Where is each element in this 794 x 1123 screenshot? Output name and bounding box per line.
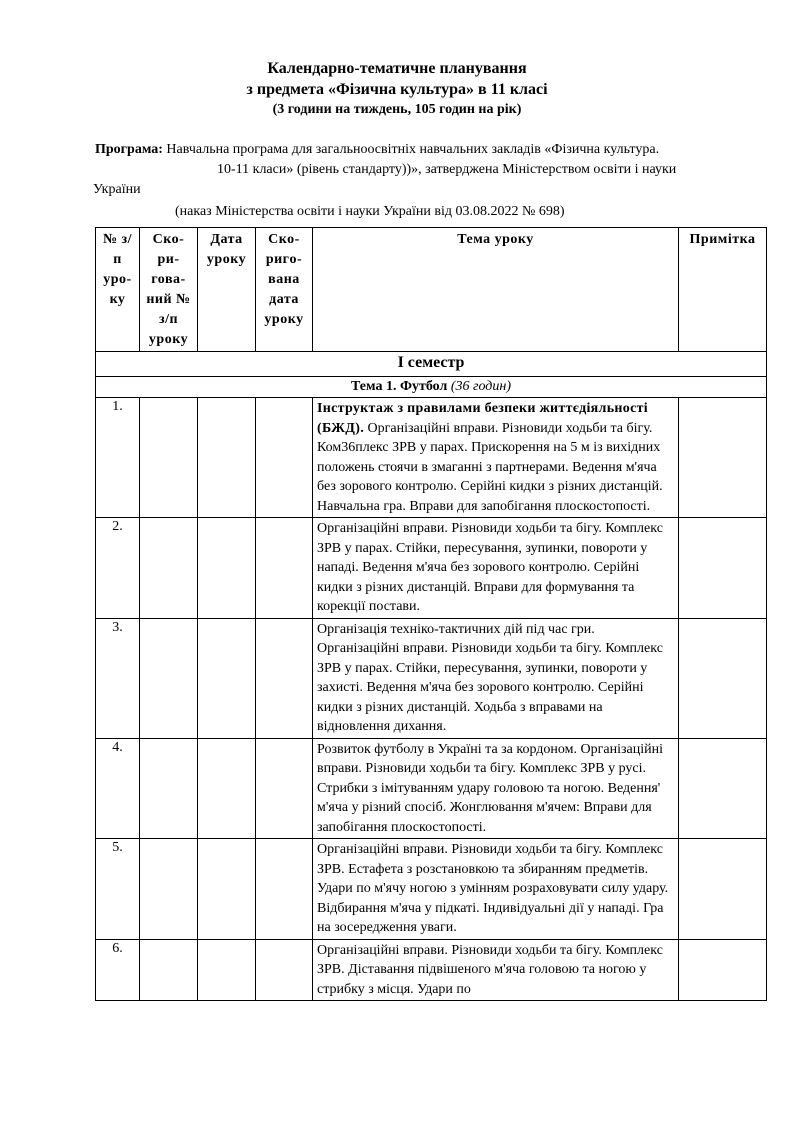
header-adjusted-num xyxy=(140,228,198,352)
row-adjusted-num xyxy=(140,939,198,1001)
header-date-label: Дата уроку xyxy=(206,232,247,267)
table-header-row xyxy=(96,228,767,352)
row-topic: Організаційні вправи. Різновиди ходьби та бігу. Комплекс ЗРВ у парах. Стійки, пересування, зупинки, повороти у нападі. Ведення м'яча без зорового контролю. Серійні кидки з різних дистанцій. Вправи для формування та корекції постави. xyxy=(313,518,679,619)
title-line-1: Календарно-тематичне планування xyxy=(267,60,527,77)
row-num: 6. xyxy=(96,939,140,1001)
title-line-3: (3 години на тиждень, 105 годин на рік) xyxy=(272,102,522,117)
row-note xyxy=(679,398,767,518)
row-topic: Розвиток футболу в Україні та за кордоном. Організаційні вправи. Різновиди ходьби та бігу. Комплекс ЗРВ у русі. Стрибки з імітуванням удару головою та ногою. Ведення' м'яча у різний спосіб. Жонглювання м'ячем: Вправи для запобігання плоскостопості. xyxy=(313,738,679,839)
row-topic xyxy=(313,398,679,518)
row-date xyxy=(198,398,256,518)
row-adjusted-date xyxy=(256,939,313,1001)
row-adjusted-num xyxy=(140,398,198,518)
row-date xyxy=(198,738,256,839)
header-num-label: № з/п уро-ку xyxy=(102,232,133,307)
row-adjusted-num xyxy=(140,518,198,619)
header-adjusted-date xyxy=(256,228,313,352)
row-note xyxy=(679,939,767,1001)
header-note xyxy=(679,228,767,352)
theme-title xyxy=(96,377,767,398)
row-adjusted-date xyxy=(256,618,313,738)
table-row xyxy=(96,939,767,1001)
row-topic: Організація техніко-тактичних дій під час гри. Організаційні вправи. Різновиди ходьби та бігу. Комплекс ЗРВ у парах. Стійки, пересування, зупинки, повороти у захисті. Ведення м'яча без зорового контролю. Серійні кидки з різних дистанцій. Ходьба з вправами на відновлення дихання. xyxy=(313,618,679,738)
row-num: 5. xyxy=(96,839,140,940)
lesson-plan-table xyxy=(95,227,767,1001)
table-row xyxy=(96,839,767,940)
row-note xyxy=(679,518,767,619)
row-note xyxy=(679,839,767,940)
row-adjusted-date xyxy=(256,518,313,619)
row-num: 3. xyxy=(96,618,140,738)
row-adjusted-date xyxy=(256,738,313,839)
theme-hours: (36 годин) xyxy=(450,379,511,394)
row-date xyxy=(198,518,256,619)
row-topic: Організаційні вправи. Різновиди ходьби та бігу. Комплекс ЗРВ. Естафета з розстановкою та збиранням предметів. Удари по м'ячу ногою з умінням розраховувати силу удару. Відбирання м'яча у підкаті. Індивідуальні дії у нападі. Гра на зосередження уваги. xyxy=(313,839,679,940)
theme-name: Тема 1. Футбол xyxy=(351,379,448,394)
header-adjusted-num-label: Ско-ри-гова-ний № з/п уроку xyxy=(146,232,191,347)
program-text-1: Навчальна програма для загальноосвітніх навчальних закладів «Фізична культура. xyxy=(166,142,660,157)
header-topic xyxy=(313,228,679,352)
table-row xyxy=(96,518,767,619)
header-note-label: Примітка xyxy=(689,232,756,247)
title-line-2: з предмета «Фізична культура» в 11 класі xyxy=(246,81,548,98)
header-date xyxy=(198,228,256,352)
row-adjusted-date xyxy=(256,839,313,940)
row-num: 4. xyxy=(96,738,140,839)
semester-title: І семестр xyxy=(96,352,767,377)
row-num: 1. xyxy=(96,398,140,518)
row-adjusted-date xyxy=(256,398,313,518)
row-note xyxy=(679,738,767,839)
row-topic-bold: Інструктаж з правилами безпеки життєдіяльності (БЖД). xyxy=(317,401,648,436)
row-date xyxy=(198,618,256,738)
header-num xyxy=(96,228,140,352)
row-topic-text: Організаційні вправи. Різновиди ходьби та бігу. Ком36плекс ЗРВ у парах. Прискорення на 5 м із вихідних положень стоячи в змаганні з партнерами. Ведення м'яча без зорового контролю. Серійні кидки з різних дистанцій. Навчальна гра. Вправи для запобігання плоскостопості. xyxy=(317,420,663,514)
table-row xyxy=(96,738,767,839)
document-title xyxy=(0,58,794,119)
program-line-4: (наказ Міністерства освіти і науки України від 03.08.2022 № 698) xyxy=(175,204,565,219)
program-info xyxy=(95,140,759,222)
row-date xyxy=(198,839,256,940)
row-adjusted-num xyxy=(140,618,198,738)
table-row xyxy=(96,618,767,738)
header-topic-label: Тема уроку xyxy=(457,232,534,247)
program-line-3: України xyxy=(93,182,141,197)
table-row xyxy=(96,398,767,518)
header-adjusted-date-label: Ско-ригo-вана дата уроку xyxy=(264,232,304,327)
program-label: Програма: xyxy=(95,142,163,157)
program-line-2: 10-11 класи» (рівень стандарту))», затверджена Міністерством освіти і науки xyxy=(217,162,677,177)
row-note xyxy=(679,618,767,738)
semester-row xyxy=(96,352,767,377)
row-adjusted-num xyxy=(140,839,198,940)
row-topic: Організаційні вправи. Різновиди ходьби та бігу. Комплекс ЗРВ. Діставання підвішеного м'яча головою та ногою у стрибку з місця. Удари по xyxy=(313,939,679,1001)
program-line-1 xyxy=(95,140,759,160)
row-adjusted-num xyxy=(140,738,198,839)
row-date xyxy=(198,939,256,1001)
row-num: 2. xyxy=(96,518,140,619)
theme-row xyxy=(96,377,767,398)
